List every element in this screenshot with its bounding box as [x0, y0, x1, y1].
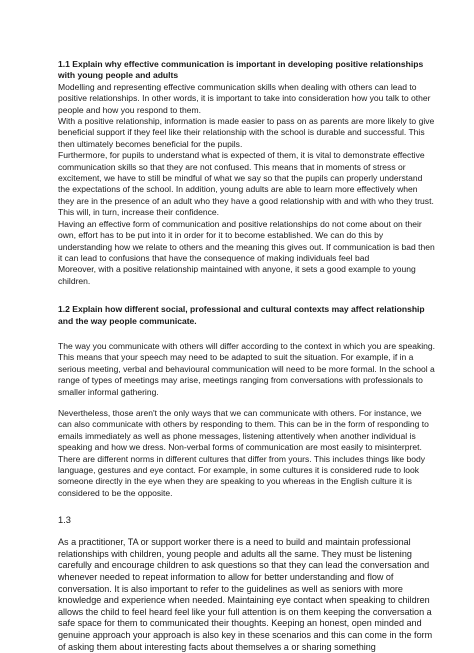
section-heading: 1.1 Explain why effective communication is important in developing positive relationships with young people and adults	[58, 59, 424, 81]
document-page	[58, 59, 436, 653]
paragraph: With a positive relationship, information is made easier to pass on as parents are more likely to give beneficial support if they feel like their relationship with the school is durable and successful. This then ultimately becomes beneficial for the pupils.	[58, 116, 435, 149]
section-heading: 1.2 Explain how different social, professional and cultural contexts may affect relationship and the way people communicate.	[58, 304, 425, 326]
section-1-1	[58, 59, 436, 287]
paragraph: The way you communicate with others will differ according to the context in which you are speaking. This means that your speech may need to be adapted to suit the situation. For example, if in a serious meeting, verbal and behavioural communication will need to be more formal. In the school a range of types of meetings may arise, meetings ranging from conversations with professionals to smaller informal gathering.	[58, 340, 436, 397]
section-1-2	[58, 304, 436, 499]
paragraph: Furthermore, for pupils to understand what is expected of them, it is vital to demonstrate effective communication skills so that they are not confused. This means that in moments of stress or excitement, we have to still be mindful of what we say so that the pupils can properly understand the expectations of the school. In addition, young adults are able to learn more effectively when they are in the presence of an adult who they have a good relationship with and with who they trust. This will, in turn, increase their confidence.	[58, 150, 434, 218]
section-1-3	[58, 514, 436, 653]
paragraph: Modelling and representing effective communication skills when dealing with others can lead to positive relationships. In other words, it is important to take into consideration how you talk to other people and how you respond to them.	[58, 81, 431, 115]
paragraph: As a practitioner, TA or support worker there is a need to build and maintain professional relationships with children, young people and adults all the same. They must be listening carefully and encourage children to ask questions so that they can lead the conversation and whenever needed to repeat information to allow for better understanding and flow of conversation. It is also important to refer to the guidelines as well as seniors with more knowledge and experience when needed. Maintaining eye contact when speaking to children allows the child to feel heard feel like your full attention is on them keeping the conversation a safe space for them to communicated their thoughts. Keeping an honest, open minded and genuine approach your approach is also key in these scenarios and this can come in the form of asking them about interesting facts about themselves a or sharing something	[58, 537, 433, 652]
paragraph: Moreover, with a positive relationship maintained with anyone, it sets a good example to young children.	[58, 264, 416, 286]
section-number: 1.3	[58, 515, 71, 526]
paragraph: Nevertheless, those aren't the only ways that we can communicate with others. For instance, we can also communicate with others by responding to them. This can be in the form of responding to emails immediately as well as phone messages, listening attentively when another individual is speaking and how we dress. Non-verbal forms of communication are most easily to misinterpret. There are different norms in different cultures that differ from yours. This includes things like body language, gestures and eye contact. For example, in some cultures it is considered rude to look someone directly in the eye when they are speaking to you whereas in the English culture it is considered to be the opposite.	[58, 407, 429, 498]
paragraph: Having an effective form of communication and positive relationships do not come about on their own, effort has to be put into it in order for it to become established. We can do this by understanding how we relate to others and the meaning this gives out. If communication is bad then it can lead to confusions that have the consequence of making individuals feel bad	[58, 218, 435, 263]
